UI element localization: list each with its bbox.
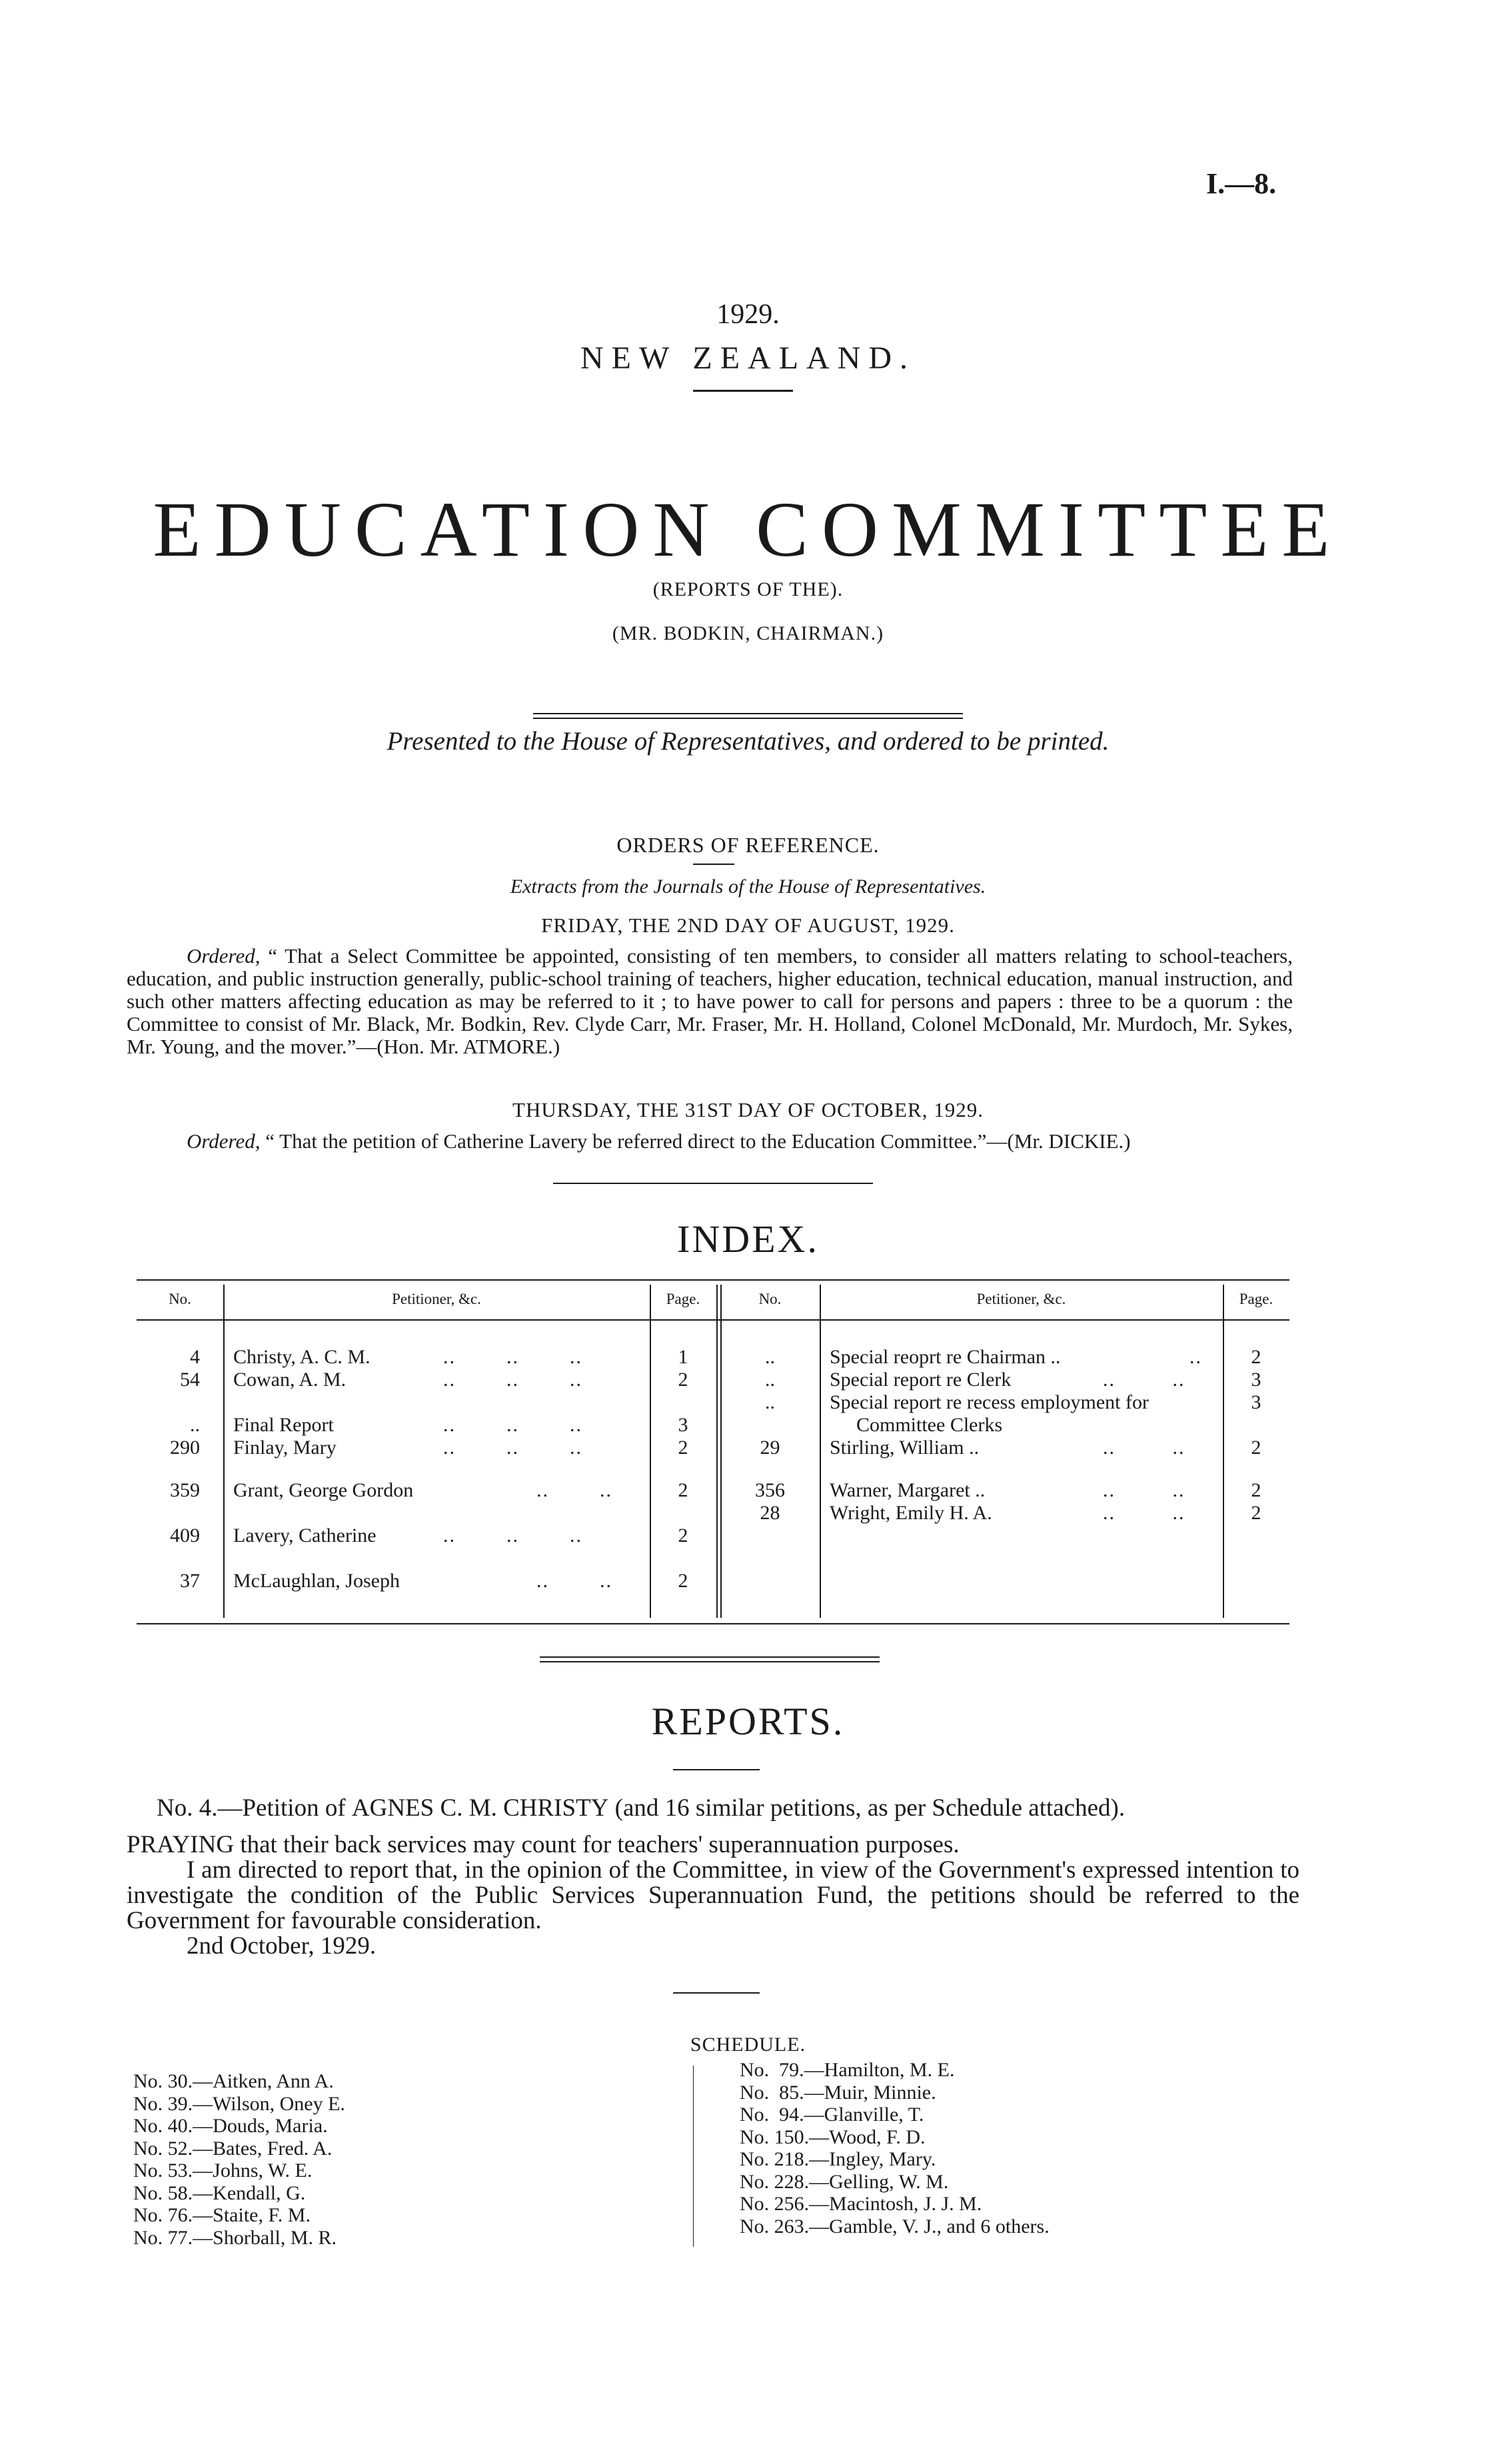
- index-no: 359: [170, 1479, 200, 1501]
- schedule-entry: No. 77.—Shorball, M. R.: [133, 2226, 337, 2249]
- schedule-heading: SCHEDULE.: [690, 2034, 806, 2056]
- index-page: 2: [678, 1479, 688, 1501]
- country-title: NEW ZEALAND.: [580, 340, 916, 376]
- petitioner-name: AGNES C. M. CHRISTY: [351, 1794, 609, 1822]
- index-no: 290: [170, 1437, 200, 1459]
- document-subtitle: (REPORTS OF THE).: [652, 578, 844, 600]
- report-body: [127, 1832, 1299, 1959]
- index-name: Finlay, Mary: [233, 1437, 337, 1459]
- divider: [533, 713, 963, 714]
- column-rule: [820, 1285, 821, 1618]
- order1-date: FRIDAY, THE 2ND DAY OF AUGUST, 1929.: [541, 914, 955, 937]
- schedule-entry: No. 94.—Glanville, T.: [740, 2104, 924, 2126]
- index-name: Cowan, A. M.: [233, 1369, 347, 1391]
- index-name-continued: Committee Clerks: [856, 1414, 1003, 1436]
- reports-heading: REPORTS.: [651, 1700, 845, 1743]
- schedule-entry: No. 256.—Macintosh, J. J. M.: [740, 2193, 982, 2215]
- leader-dots: ..: [1189, 1346, 1202, 1368]
- year: 1929.: [716, 299, 780, 330]
- leader-dots: .. .. ..: [443, 1525, 582, 1546]
- order1-body: “ That a Select Committee be appointed, consisting of ten members, to consider all matters relating to school-teachers, education, and public instruction generally, public-school training of teachers, higher education, technical education, manual instruction, and such other matters affecting education as may be referred to it ; to have power to call for persons and papers : three to be a quorum : the Committee to consist of Mr. Black, Mr. Bodkin, Rev. Clyde Carr, Mr. Fraser, Mr. H. Holland, Colonel McDonald, Mr. Murdoch, Mr. Sykes, Mr. Young, and the mover.”—(Hon. Mr. ATMORE.): [127, 944, 1293, 1058]
- document-code: I.—8.: [1206, 167, 1277, 200]
- journals-extract: Extracts from the Journals of the House of Representatives.: [510, 876, 986, 898]
- praying-text: that their back services may count for teachers' superannuation purposes.: [234, 1831, 960, 1858]
- schedule-entry: No. 85.—Muir, Minnie.: [740, 2081, 936, 2104]
- index-page: 2: [1251, 1346, 1261, 1368]
- col-header-petitioner: Petitioner, &c.: [976, 1291, 1066, 1307]
- schedule-entry: No. 150.—Wood, F. D.: [740, 2126, 926, 2148]
- index-name: Stirling, William ..: [830, 1437, 980, 1459]
- schedule-entry: No. 263.—Gamble, V. J., and 6 others.: [740, 2215, 1050, 2237]
- col-header-page: Page.: [666, 1291, 700, 1307]
- index-no: 4: [190, 1346, 200, 1368]
- index-page: 2: [678, 1525, 688, 1546]
- leader-dots: .. ..: [536, 1479, 612, 1501]
- order2-text: [127, 1130, 1293, 1153]
- index-name: Final Report: [233, 1414, 334, 1436]
- index-page: 2: [678, 1369, 688, 1391]
- index-page: 3: [678, 1414, 688, 1436]
- schedule-entry: No. 218.—Ingley, Mary.: [740, 2148, 936, 2170]
- index-name: Lavery, Catherine: [233, 1525, 376, 1546]
- index-name: Christy, A. C. M.: [233, 1346, 371, 1368]
- divider: [540, 1661, 880, 1662]
- table-bottom-rule: [137, 1623, 1289, 1624]
- leader-dots: .. ..: [536, 1570, 612, 1592]
- document-title: EDUCATION COMMITTEE: [153, 486, 1343, 573]
- schedule-entry: No. 228.—Gelling, W. M.: [740, 2170, 949, 2193]
- index-no: ..: [765, 1346, 775, 1368]
- leader-dots: .. .. ..: [443, 1346, 582, 1368]
- leader-dots: .. ..: [1103, 1502, 1185, 1524]
- report-title-suffix: (and 16 similar petitions, as per Schedule attached).: [608, 1794, 1125, 1822]
- index-page: 2: [1251, 1437, 1261, 1459]
- leader-dots: .. .. ..: [443, 1369, 582, 1391]
- index-page: 3: [1251, 1391, 1261, 1413]
- ordered-word: Ordered,: [187, 1129, 261, 1153]
- index-page: 3: [1251, 1369, 1261, 1391]
- divider: [553, 1183, 873, 1184]
- divider: [533, 718, 963, 719]
- index-page: 2: [678, 1570, 688, 1592]
- index-name: Grant, George Gordon: [233, 1479, 414, 1501]
- index-name: Special report re Clerk: [830, 1369, 1012, 1391]
- ordered-word: Ordered,: [187, 944, 261, 967]
- schedule-entry: No. 52.—Bates, Fred. A.: [133, 2137, 333, 2159]
- column-rule: [223, 1285, 225, 1618]
- index-name: Special reoprt re Chairman ..: [830, 1346, 1061, 1368]
- report-title: [157, 1794, 1125, 1822]
- report-date: 2nd October, 1929.: [187, 1932, 376, 1960]
- leader-dots: .. .. ..: [443, 1414, 582, 1436]
- leader-dots: .. .. ..: [443, 1437, 582, 1459]
- schedule-entry: No. 30.—Aitken, Ann A.: [133, 2070, 334, 2092]
- leader-dots: .. ..: [1103, 1369, 1185, 1391]
- index-no: 37: [180, 1570, 200, 1592]
- table-header-rule: [137, 1319, 1289, 1321]
- schedule-entry: No. 79.—Hamilton, M. E.: [740, 2059, 955, 2081]
- leader-dots: .. ..: [1103, 1479, 1185, 1501]
- index-heading: INDEX.: [677, 1217, 819, 1261]
- index-page: 1: [678, 1346, 688, 1368]
- col-header-petitioner: Petitioner, &c.: [392, 1291, 481, 1307]
- schedule-entry: No. 58.—Kendall, G.: [133, 2181, 306, 2204]
- col-header-page: Page.: [1239, 1291, 1273, 1307]
- divider: [693, 864, 734, 865]
- index-no: ..: [765, 1391, 775, 1413]
- col-header-no: No.: [758, 1291, 782, 1307]
- orders-heading: ORDERS OF REFERENCE.: [616, 833, 880, 857]
- presented-note: Presented to the House of Representatives, and ordered to be printed.: [386, 727, 1110, 756]
- index-name: Special report re recess employment for: [830, 1391, 1149, 1413]
- index-no: 409: [170, 1525, 200, 1546]
- chairman-line: (MR. BODKIN, CHAIRMAN.): [612, 622, 884, 644]
- order1-text: [127, 945, 1293, 1058]
- schedule-entry: No. 53.—Johns, W. E.: [133, 2159, 313, 2181]
- divider: [540, 1656, 880, 1658]
- index-page: 2: [1251, 1479, 1261, 1501]
- divider: [693, 390, 793, 392]
- report-paragraph: I am directed to report that, in the opinion of the Committee, in view of the Government's expressed intention to investigate the condition of the Public Services Superannuation Fund, the petitions should be referred to the Government for favourable consideration.: [127, 1856, 1299, 1934]
- schedule-left-list: [133, 2070, 345, 2249]
- order2-date: THURSDAY, THE 31ST DAY OF OCTOBER, 1929.: [512, 1098, 984, 1121]
- index-name: McLaughlan, Joseph: [233, 1570, 400, 1592]
- schedule-entry: No. 39.—Wilson, Oney E.: [133, 2092, 345, 2115]
- index-name: Wright, Emily H. A.: [830, 1502, 992, 1524]
- divider: [673, 1992, 760, 1994]
- schedule-entry: No. 76.—Staite, F. M.: [133, 2204, 311, 2226]
- divider: [673, 1769, 760, 1770]
- order2-body: “ That the petition of Catherine Lavery be referred direct to the Education Committee.”—(Mr. DICKIE.): [265, 1129, 1131, 1153]
- schedule-entry: No. 40.—Douds, Maria.: [133, 2115, 328, 2137]
- index-no: 28: [760, 1502, 780, 1524]
- index-no: ..: [190, 1414, 200, 1436]
- schedule-right-list: [740, 2059, 1050, 2237]
- index-no: 54: [180, 1369, 200, 1391]
- praying-word: PRAYING: [127, 1831, 235, 1858]
- schedule-divider: [693, 2066, 694, 2247]
- index-no: 356: [755, 1479, 785, 1501]
- index-no: ..: [765, 1369, 775, 1391]
- leader-dots: .. ..: [1103, 1437, 1185, 1459]
- index-name: Warner, Margaret ..: [830, 1479, 986, 1501]
- index-no: 29: [760, 1437, 780, 1459]
- report-title-prefix: No. 4.—Petition of: [157, 1794, 352, 1822]
- index-page: 2: [678, 1437, 688, 1459]
- index-table: [137, 1279, 1289, 1626]
- col-header-no: No.: [169, 1291, 191, 1307]
- index-page: 2: [1251, 1502, 1261, 1524]
- column-rule: [716, 1285, 718, 1618]
